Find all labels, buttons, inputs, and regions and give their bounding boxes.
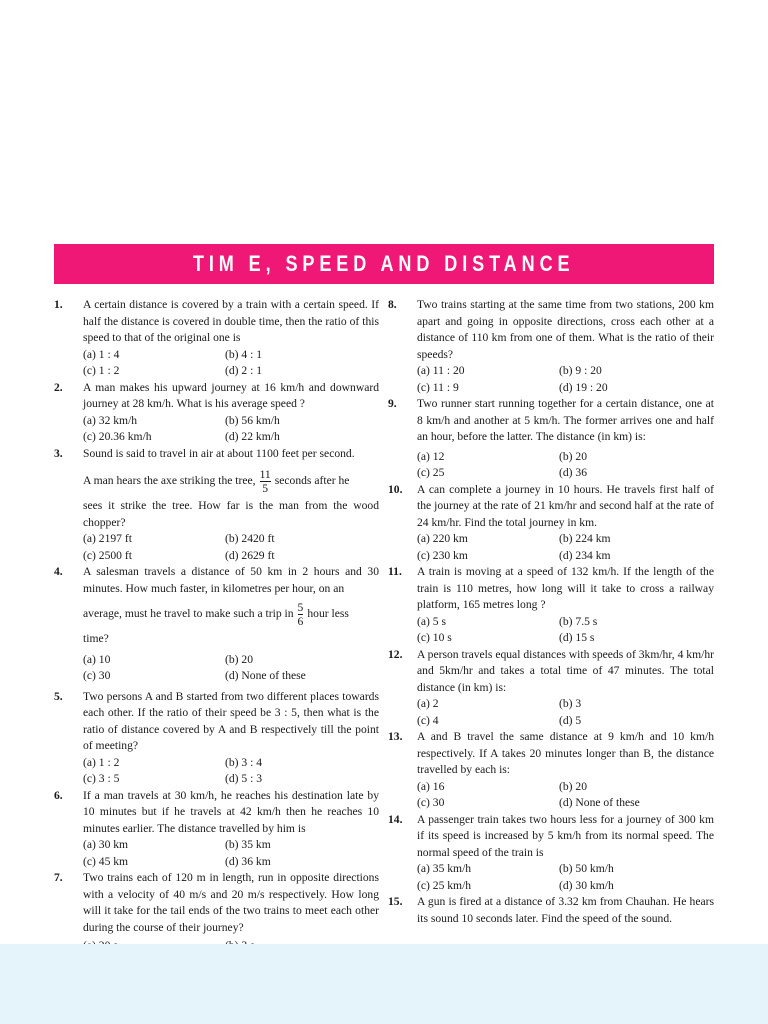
option-b: (b) 9 : 20: [559, 364, 602, 377]
option-a: (a) 35 km/h: [417, 862, 472, 875]
question-text-line: time?: [83, 632, 109, 645]
option-d: (d) 15 s: [559, 631, 595, 644]
options: [83, 347, 379, 380]
option-d: (d) 5 : 3: [225, 772, 263, 785]
fraction-numerator: 11: [259, 468, 271, 481]
option-d: (d) 234 km: [559, 548, 611, 562]
options: [83, 652, 379, 685]
question-text: A certain distance is covered by a train with a certain speed. If half the distance is covered in double time, then the ratio of this speed to that of the original one is: [83, 298, 379, 344]
question-14: [388, 812, 714, 895]
options: [83, 531, 379, 564]
question-text: Two trains each of 120 m in length, run in opposite directions with a velocity of 40 m/s and 20 m/s respectively. How long will it take for the tail ends of the two trains to meet each other during the course of their journey?: [83, 871, 379, 934]
question-13: [388, 729, 714, 812]
left-column: [54, 297, 379, 971]
question-text-line: A salesman travels a distance of 50 km in 2 hours and 30 minutes. How much faster, in kilometres per hour, on an: [83, 565, 379, 595]
option-d: (d) None of these: [225, 669, 306, 682]
options: [83, 413, 379, 446]
question-12: [388, 647, 714, 730]
question-text: [83, 446, 379, 532]
question-number: 11.: [388, 565, 402, 578]
option-a: (a) 2: [417, 697, 439, 710]
question-2: [54, 380, 379, 446]
question-number: 8.: [388, 298, 397, 311]
question-number: 10.: [388, 482, 403, 496]
option-b: (b) 4 : 1: [225, 347, 263, 361]
question-text: Two runner start running together for a certain distance, one at 8 km/h and another at 5 km/h. The former arrives one and half an hour, before the latter. The distance (in km) is:: [417, 397, 714, 443]
question-15: [388, 894, 714, 927]
question-1: [54, 297, 379, 380]
option-d: (d) 5: [559, 713, 582, 727]
question-text: A gun is fired at a distance of 3.32 km from Chauhan. He hears its sound 10 seconds later. Find the speed of the sound.: [417, 895, 714, 925]
question-text-part: average, must he travel to make such a trip in: [83, 607, 294, 621]
question-text: A train is moving at a speed of 132 km/h. If the length of the train is 110 metres, how long will it take to cross a railway platform, 165 metres long ?: [417, 565, 714, 611]
option-d: (d) 19 : 20: [559, 380, 608, 394]
question-text-line: [83, 468, 379, 495]
option-a: (a) 30 km: [83, 838, 129, 851]
question-text: Two trains starting at the same time from two stations, 200 km apart and going in opposite directions, cross each other at a distance of 110 km from one of them. What is the ratio of their speeds?: [417, 298, 714, 361]
question-number: 3.: [54, 446, 63, 460]
question-4: [54, 564, 379, 685]
options: [417, 531, 714, 564]
question-text: A man makes his upward journey at 16 km/h and downward journey at 28 km/h. What is his average speed ?: [83, 380, 379, 410]
option-d: (d) 36 km: [225, 854, 271, 868]
options: [83, 837, 379, 870]
fraction-numerator: 5: [297, 601, 304, 614]
fraction: [260, 468, 271, 495]
option-d: (d) 36: [559, 466, 588, 479]
question-number: 9.: [388, 397, 397, 410]
right-column: [388, 297, 714, 927]
option-c: (c) 30: [83, 669, 111, 682]
option-b: (b) 3: [559, 697, 582, 710]
question-number: 15.: [388, 895, 403, 908]
option-b: (b) 56 km/h: [225, 413, 280, 427]
option-c: (c) 30: [417, 796, 445, 809]
option-c: (c) 1 : 2: [83, 364, 120, 377]
question-11: [388, 564, 714, 647]
option-a: (a) 32 km/h: [83, 413, 138, 427]
options: [417, 696, 714, 729]
question-text: A passenger train takes two hours less for a journey of 300 km if its speed is increased by 5 km/h from its normal speed. The normal speed of the train is: [417, 812, 714, 859]
option-a: (a) 11 : 20: [417, 364, 465, 377]
option-c: (c) 2500 ft: [83, 548, 132, 562]
options: [83, 755, 379, 788]
option-a: (a) 1 : 2: [83, 755, 120, 769]
question-number: 14.: [388, 812, 403, 826]
question-text: Two persons A and B started from two different places towards each other. If the ratio of their speed be 3 : 5, then what is the ratio of distance covered by A and B respectively till the point of meeting?: [83, 689, 379, 752]
question-text: A and B travel the same distance at 9 km/h and 10 km/h respectively. If A takes 20 minutes longer than B, the distance travelled by each is:: [417, 730, 714, 776]
options: [417, 861, 714, 894]
question-text: If a man travels at 30 km/h, he reaches his destination late by 10 minutes but if he travels at 42 km/h then he reaches 10 minutes earlier. The distance travelled by him is: [83, 788, 379, 835]
question-number: 6.: [54, 788, 63, 802]
question-10: [388, 482, 714, 565]
fraction-denominator: 6: [297, 615, 304, 628]
question-number: 1.: [54, 298, 63, 311]
option-a: (a) 2197 ft: [83, 532, 132, 545]
question-text: A can complete a journey in 10 hours. He travels first half of the journey at the rate of 21 km/hr and second half at the rate of 24 km/hr. Find the total journey in km.: [417, 482, 714, 529]
option-c: (c) 230 km: [417, 548, 468, 562]
option-b: (b) 2420 ft: [225, 532, 275, 545]
question-number: 4.: [54, 565, 63, 578]
fraction: [298, 601, 304, 628]
option-a: (a) 1 : 4: [83, 347, 120, 361]
option-b: (b) 3 : 4: [225, 755, 263, 769]
option-d: (d) 22 km/h: [225, 430, 280, 443]
question-3: [54, 446, 379, 565]
option-d: (d) None of these: [559, 796, 640, 809]
option-b: (b) 20: [559, 779, 588, 793]
question-text-line: sees it strike the tree. How far is the man from the wood chopper?: [83, 499, 379, 529]
option-a: (a) 220 km: [417, 532, 468, 545]
options: [417, 363, 714, 396]
option-d: (d) 30 km/h: [559, 878, 614, 892]
question-number: 2.: [54, 380, 63, 394]
option-d: (d) 2 : 1: [225, 364, 263, 377]
question-number: 5.: [54, 689, 63, 703]
question-text-part: A man hears the axe striking the tree,: [83, 474, 256, 488]
option-b: (b) 20: [225, 652, 254, 666]
option-b: (b) 224 km: [559, 532, 611, 545]
option-c: (c) 11 : 9: [417, 380, 459, 394]
option-a: (a) 5 s: [417, 614, 446, 628]
fraction-denominator: 5: [260, 481, 271, 495]
option-b: (b) 20: [559, 449, 588, 463]
bottom-band: [0, 944, 768, 1024]
options: [417, 449, 714, 482]
title-banner: [54, 244, 714, 284]
option-b: (b) 35 km: [225, 838, 271, 851]
question-text: [83, 564, 379, 648]
option-c: (c) 25: [417, 466, 445, 479]
option-c: (c) 25 km/h: [417, 878, 472, 892]
option-b: (b) 50 km/h: [559, 862, 614, 875]
option-c: (c) 10 s: [417, 631, 452, 644]
question-text-line: [83, 601, 379, 628]
option-c: (c) 20.36 km/h: [83, 430, 152, 443]
question-text: A person travels equal distances with speeds of 3km/hr, 4 km/hr and 5km/hr and takes a total time of 47 minutes. The total distance (in km) is:: [417, 647, 714, 694]
option-c: (c) 4: [417, 713, 439, 727]
option-a: (a) 12: [417, 449, 445, 463]
option-b: (b) 7.5 s: [559, 614, 598, 628]
question-number: 12.: [388, 647, 403, 661]
options: [417, 614, 714, 647]
question-text-part: hour less: [307, 607, 349, 621]
question-5: [54, 689, 379, 788]
question-8: [388, 297, 714, 396]
question-number: 13.: [388, 730, 403, 743]
option-d: (d) 2629 ft: [225, 548, 275, 562]
option-c: (c) 3 : 5: [83, 772, 120, 785]
page-title: TIM E, SPEED AND DISTANCE: [193, 251, 575, 276]
option-c: (c) 45 km: [83, 854, 129, 868]
option-a: (a) 10: [83, 652, 111, 666]
question-9: [388, 396, 714, 482]
option-a: (a) 16: [417, 779, 445, 793]
options: [417, 779, 714, 812]
question-6: [54, 788, 379, 871]
question-number: 7.: [54, 871, 63, 884]
question-text-part: seconds after he: [274, 474, 350, 488]
question-text-line: Sound is said to travel in air at about 1100 feet per second.: [83, 446, 355, 460]
